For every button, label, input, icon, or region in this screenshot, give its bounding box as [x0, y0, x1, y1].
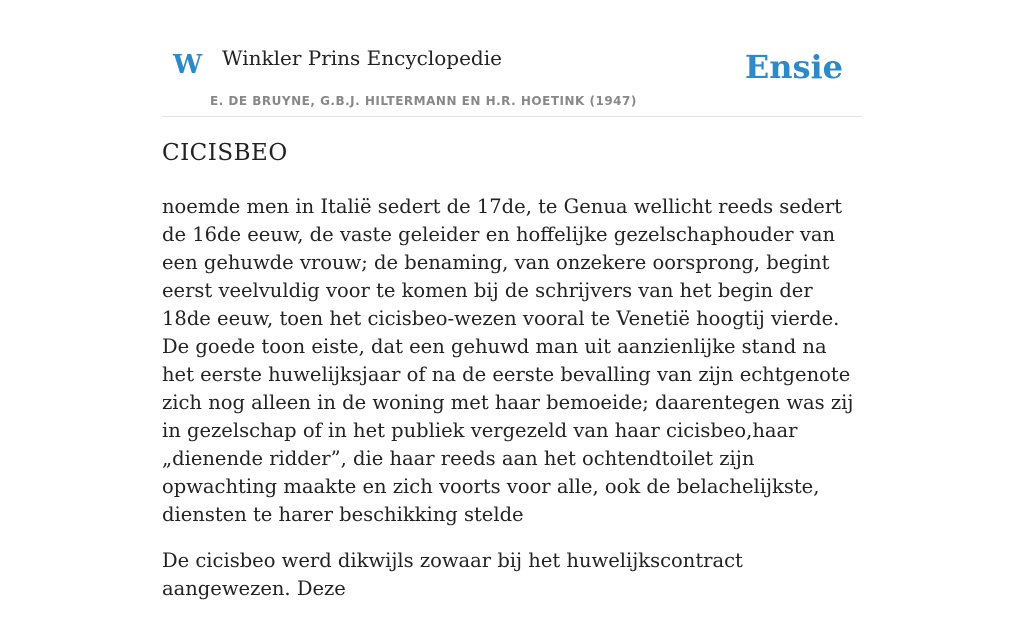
page-container	[162, 0, 862, 600]
entry-paragraph-1: noemde men in Italië sedert de 17de, te Genua wellicht reeds sedert de 16de eeuw, de vaste geleider en hoffelijke gezelschaphouder van een gehuwde vrouw; de benaming, van onzekere oorsprong, begint eerst veelvuldig voor te komen bij de schrijvers van het begin der 18de eeuw, toen het cicisbeo-wezen vooral te Venetië hoogtij vierde. De goede toon eiste, dat een gehuwd man uit aanzienlijke stand na het eerste huwelijksjaar of na de eerste bevalling van zijn echtgenote zich nog alleen in de woning met haar bemoeide; daarentegen was zij in gezelschap of in het publiek vergezeld van haar cicisbeo,haar „dienende ridder”, die haar reeds aan het ochtendtoilet zijn opwachting maakte en zich voorts voor alle, ook de belachelijkste, diensten te harer beschikking stelde	[162, 195, 854, 526]
site-title[interactable]: Winkler Prins Encyclopedie	[222, 46, 502, 70]
entry-paragraph-2: De cicisbeo werd dikwijls zowaar bij het huwelijkscontract aangewezen. Deze	[162, 549, 743, 600]
header	[162, 0, 862, 117]
entry-title: CICISBEO	[162, 140, 288, 166]
authors-line: E. DE BRUYNE, G.B.J. HILTERMANN EN H.R. HOETINK (1947)	[210, 94, 637, 108]
winkler-prins-logo[interactable]: W	[173, 50, 203, 80]
ensie-brand-logo[interactable]: Ensie	[744, 48, 843, 86]
entry-body	[162, 193, 862, 621]
